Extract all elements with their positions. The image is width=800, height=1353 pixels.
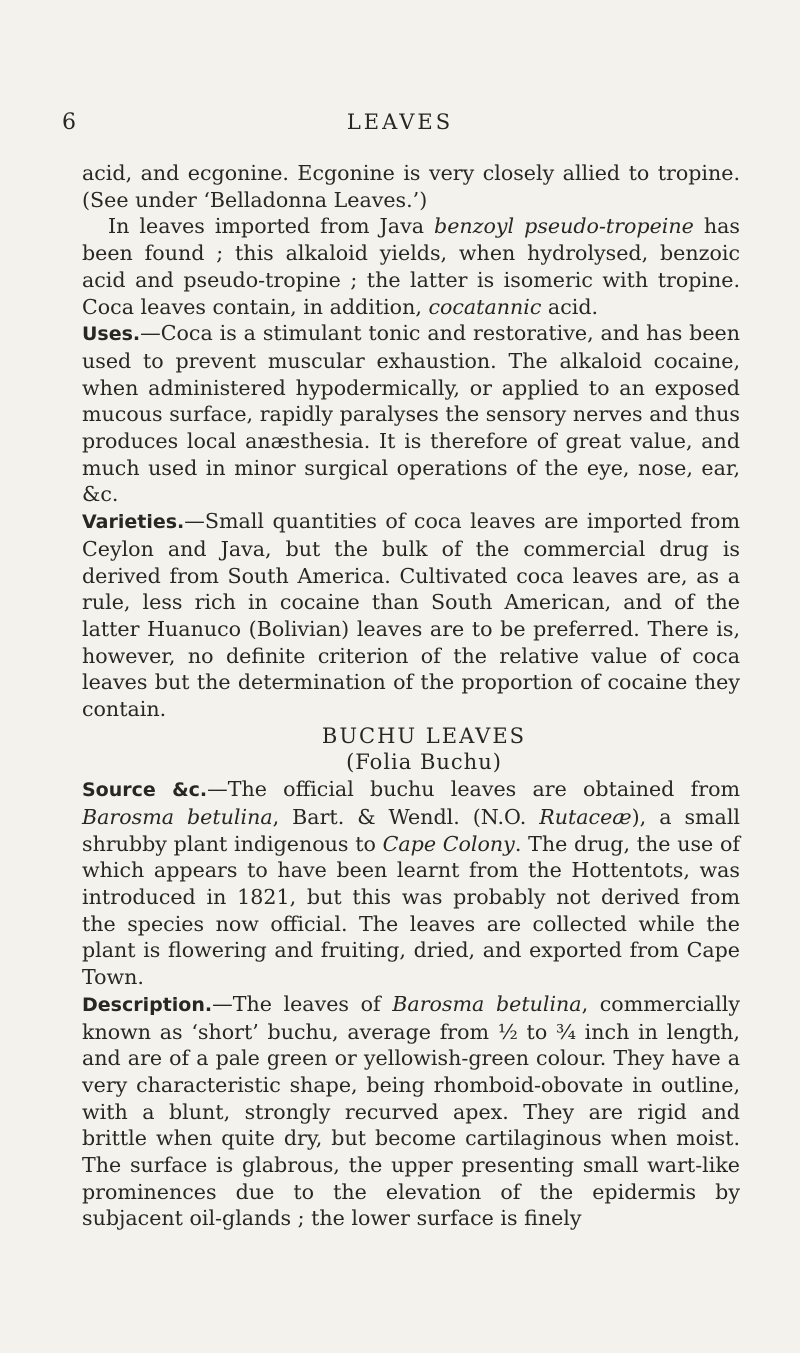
section-title: BUCHU LEAVES: [321, 723, 527, 748]
text-run: inch in length, and are of a pale green or yellowish-green colour. They have a very characteristic shape, being rhomboid-obovate in outline, with a blunt, strongly recurved apex. They are rigid and brittle when quite dry, but become cartilaginous when moist. The surface is glabrous, the upper presenting small wart-like prominences due to the elevation of the epidermis by subjacent oil-glands ; the lower surface is finely: [82, 1019, 740, 1231]
italic-term: Barosma betulina: [82, 804, 273, 829]
italic-term: Cape Colony: [382, 831, 515, 856]
fraction: ½: [497, 1019, 518, 1044]
italic-term: Barosma betulina: [392, 991, 582, 1016]
paragraph-description: [82, 991, 740, 1232]
italic-term: cocatannic: [428, 294, 542, 319]
body-text: [82, 160, 740, 1232]
varieties-body: —Small quantities of coca leaves are imported from Ceylon and Java, but the bulk of the commercial drug is derived from South America. Cultivated coca leaves are, as a rule, less rich in cocaine than South American, and of the latter Huanuco (Bolivian) leaves are to be preferred. There is, however, no definite criterion of the relative value of coca leaves but the determination of the proportion of cocaine they contain.: [82, 509, 740, 722]
running-title: LEAVES: [346, 110, 454, 134]
text-run: —The leaves of: [212, 991, 393, 1016]
text-run: ), a small shrubby plant indigenous to: [82, 804, 740, 856]
paragraph-uses: [82, 320, 740, 508]
paragraph-source: [82, 776, 740, 991]
paragraph-varieties: [82, 508, 740, 723]
description-heading: Description.: [82, 993, 213, 1016]
section-subtitle: (Folia Buchu): [346, 750, 502, 775]
text-run: —The official buchu leaves are obtained from: [207, 777, 740, 802]
text-run: In leaves imported from Java: [108, 214, 435, 239]
italic-term: benzoyl pseudo-tropeine: [434, 214, 694, 239]
text-run: , Bart. & Wendl. (N.O.: [272, 804, 540, 829]
paragraph-java: [82, 213, 740, 320]
paragraph-ecgonine: acid, and ecgonine. Ecgonine is very closely allied to tropine. (See under ‘Belladonna Leaves.’): [82, 161, 740, 212]
uses-body: —Coca is a stimulant tonic and restorative, and has been used to prevent muscular exhaustion. The alkaloid cocaine, when administered hypodermically, or applied to an exposed mucous surface, rapidly paralyses the sensory nerves and thus produces local anæsthesia. It is therefore of great value, and much used in minor surgical operations of the eye, nose, ear, &c.: [82, 321, 740, 507]
uses-heading: Uses.: [82, 323, 141, 346]
page-header: [56, 110, 744, 140]
varieties-heading: Varieties.: [82, 511, 185, 534]
text-run: has been found ; this alkaloid yields, when hydrolysed, benzoic acid and pseudo-tropine ; the latter is isomeric with tropine. Coca leaves contain, in addition,: [82, 214, 740, 319]
source-heading: Source &c.: [82, 779, 208, 802]
fraction: ¾: [555, 1019, 576, 1044]
text-run: to: [517, 1019, 556, 1044]
text-run: . The drug, the use of which appears to have been learnt from the Hottentots, was introduced in 1821, but this was probably not derived from the species now official. The leaves are collected while the plant is flowering and fruiting, dried, and exported from Cape Town.: [82, 831, 740, 990]
text-run: , commercially known as ‘short’ buchu, average from: [82, 991, 740, 1044]
text-run: acid.: [541, 294, 599, 319]
italic-term: Rutaceæ: [539, 804, 632, 829]
page-number: 6: [62, 110, 77, 135]
